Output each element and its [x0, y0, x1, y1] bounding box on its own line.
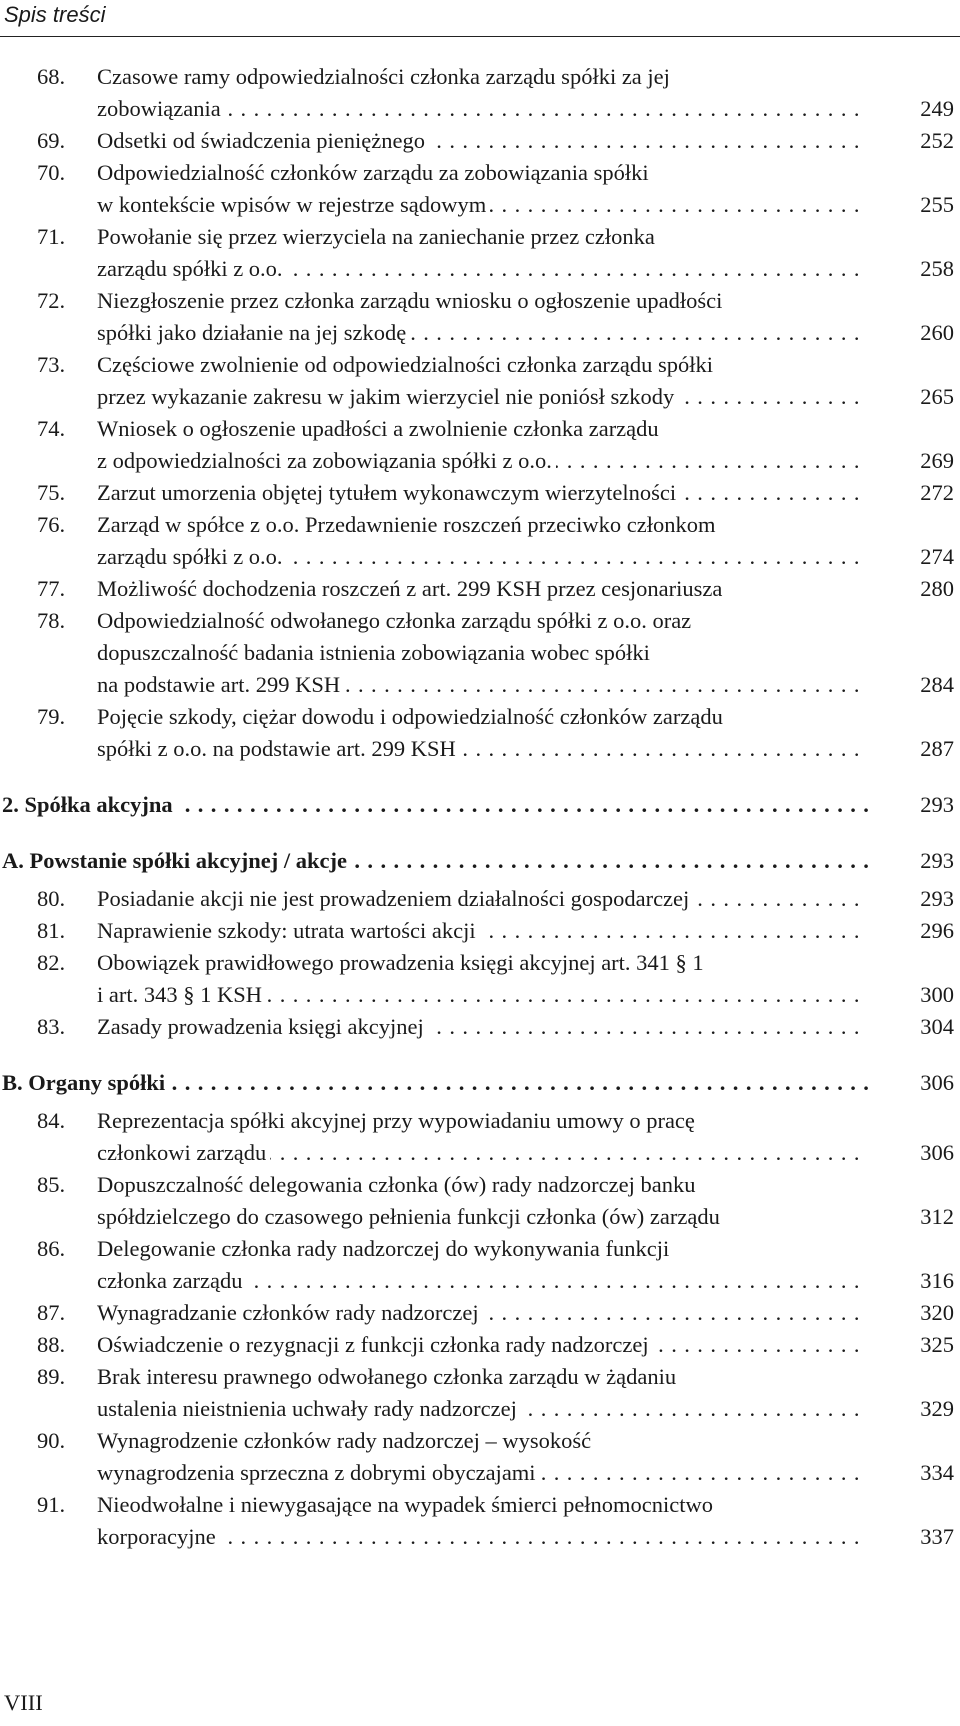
toc-page-number: 293: [920, 848, 954, 873]
toc-entry-number: 88.: [37, 1332, 66, 1357]
toc-page-number: 306: [920, 1070, 954, 1095]
toc-section-heading[interactable]: [0, 789, 960, 821]
toc-entry[interactable]: [0, 477, 960, 509]
toc-page-number: 280: [920, 576, 954, 601]
toc-entry[interactable]: [0, 1489, 960, 1553]
toc-entry[interactable]: [0, 349, 960, 413]
toc-page-number: 258: [920, 256, 954, 281]
toc-entry-title: 2. Spółka akcyjna . . .: [2, 789, 868, 821]
toc-entry[interactable]: [0, 1425, 960, 1489]
toc-entry-number: 69.: [37, 128, 66, 153]
toc-entry[interactable]: [0, 1329, 960, 1361]
toc-entry-number: 68.: [37, 64, 66, 89]
toc-page-number: 296: [920, 918, 954, 943]
toc-entry[interactable]: [0, 883, 960, 915]
toc-page-number: 269: [920, 448, 954, 473]
toc-entry[interactable]: [0, 157, 960, 221]
toc-entry-title: A. Powstanie spółki akcyjnej / akcje . . .: [2, 845, 868, 877]
toc-section-heading[interactable]: [0, 1067, 960, 1099]
toc-entry-number: 89.: [37, 1364, 66, 1389]
toc-entry-title: Brak interesu prawnego odwołanego członka zarządu w żądaniu ustalenia nieistnienia uchwały rady nadzorczej . . .: [97, 1361, 868, 1425]
toc-entry-title: Naprawienie szkody: utrata wartości akcji . . .: [97, 915, 868, 947]
toc-entry-number: 72.: [37, 288, 66, 313]
toc-entry-title: Wynagradzanie członków rady nadzorczej . . .: [97, 1297, 868, 1329]
toc-entry-title: Zarzut umorzenia objętej tytułem wykonawczym wierzytelności . . .: [97, 477, 868, 509]
toc-entry-title: Zasady prowadzenia księgi akcyjnej . . .: [97, 1011, 868, 1043]
toc-page-number: 325: [920, 1332, 954, 1357]
toc-entry-number: 71.: [37, 224, 66, 249]
toc-entry-title: Powołanie się przez wierzyciela na zaniechanie przez członka zarządu spółki z o.o. . . .: [97, 221, 868, 285]
toc-entry-number: 91.: [37, 1492, 66, 1517]
toc-page-number: 306: [920, 1140, 954, 1165]
toc-entry[interactable]: [0, 701, 960, 765]
toc-page-number: 293: [920, 792, 954, 817]
toc-page-number: 329: [920, 1396, 954, 1421]
toc-entry-title: Wniosek o ogłoszenie upadłości a zwolnienie członka zarządu z odpowiedzialności za zobowiązania spółki z o.o. . . .: [97, 413, 868, 477]
toc-entry-title: Posiadanie akcji nie jest prowadzeniem działalności gospodarczej . . .: [97, 883, 868, 915]
toc-entry-title: Odpowiedzialność członków zarządu za zobowiązania spółki w kontekście wpisów w rejestrze sądowym . . .: [97, 157, 868, 221]
header-title: Spis treści: [4, 2, 106, 27]
running-header: [0, 0, 960, 37]
toc-page-number: 274: [920, 544, 954, 569]
table-of-contents: [0, 61, 960, 1553]
toc-entry-number: 76.: [37, 512, 66, 537]
toc-entry-number: 75.: [37, 480, 66, 505]
toc-entry-title: Czasowe ramy odpowiedzialności członka zarządu spółki za jej zobowiązania . . .: [97, 61, 868, 125]
toc-page-number: 284: [920, 672, 954, 697]
toc-page-number: 304: [920, 1014, 954, 1039]
toc-entry-title: Odsetki od świadczenia pieniężnego . . .: [97, 125, 868, 157]
toc-entry[interactable]: [0, 1169, 960, 1233]
toc-page-number: 255: [920, 192, 954, 217]
toc-page-number: 320: [920, 1300, 954, 1325]
toc-entry-title: Oświadczenie o rezygnacji z funkcji członka rady nadzorczej . . .: [97, 1329, 868, 1361]
toc-entry[interactable]: [0, 573, 960, 605]
toc-entry-number: 80.: [37, 886, 66, 911]
toc-entry-title: Zarząd w spółce z o.o. Przedawnienie roszczeń przeciwko członkom zarządu spółki z o.o. . . .: [97, 509, 868, 573]
toc-entry[interactable]: [0, 1105, 960, 1169]
toc-entry-number: 82.: [37, 950, 66, 975]
toc-entry-title: Częściowe zwolnienie od odpowiedzialności członka zarządu spółki przez wykazanie zakresu w jakim wierzyciel nie poniósł szkody . . .: [97, 349, 868, 413]
toc-entry-number: 70.: [37, 160, 66, 185]
toc-entry-title: Odpowiedzialność odwołanego członka zarządu spółki z o.o. oraz dopuszczalność badania istnienia zobowiązania wobec spółki na podstawie art. 299 KSH . . .: [97, 605, 868, 701]
toc-page-number: 334: [920, 1460, 954, 1485]
toc-entry[interactable]: [0, 1361, 960, 1425]
toc-page-number: 252: [920, 128, 954, 153]
toc-entry[interactable]: [0, 221, 960, 285]
toc-entry-title: Dopuszczalność delegowania członka (ów) rady nadzorczej banku spółdzielczego do czasowego pełnienia funkcji członka (ów) zarządu: [97, 1169, 868, 1233]
toc-entry-title: Obowiązek prawidłowego prowadzenia księgi akcyjnej art. 341 § 1 i art. 343 § 1 KSH . . .: [97, 947, 868, 1011]
toc-entry[interactable]: [0, 61, 960, 125]
toc-entry-number: 81.: [37, 918, 66, 943]
toc-page-number: 260: [920, 320, 954, 345]
toc-entry-title: Reprezentacja spółki akcyjnej przy wypowiadaniu umowy o pracę członkowi zarządu . . .: [97, 1105, 868, 1169]
toc-page-number: 293: [920, 886, 954, 911]
toc-entry-number: 85.: [37, 1172, 66, 1197]
toc-entry-number: 73.: [37, 352, 66, 377]
toc-entry[interactable]: [0, 1297, 960, 1329]
toc-entry-number: 87.: [37, 1300, 66, 1325]
toc-entry-number: 90.: [37, 1428, 66, 1453]
toc-entry-title: Możliwość dochodzenia roszczeń z art. 299 KSH przez cesjonariusza: [97, 573, 868, 605]
toc-entry[interactable]: [0, 915, 960, 947]
toc-entry[interactable]: [0, 947, 960, 1011]
toc-entry-title: Pojęcie szkody, ciężar dowodu i odpowiedzialność członków zarządu spółki z o.o. na podstawie art. 299 KSH . . .: [97, 701, 868, 765]
toc-page-number: 312: [920, 1204, 954, 1229]
toc-entry-number: 77.: [37, 576, 66, 601]
toc-entry-number: 83.: [37, 1014, 66, 1039]
toc-entry[interactable]: [0, 413, 960, 477]
toc-entry-number: 79.: [37, 704, 66, 729]
toc-page-number: 265: [920, 384, 954, 409]
toc-entry-number: 86.: [37, 1236, 66, 1261]
toc-entry[interactable]: [0, 1011, 960, 1043]
toc-page-number: 249: [920, 96, 954, 121]
toc-entry[interactable]: [0, 125, 960, 157]
page-number: VIII: [4, 1690, 43, 1715]
toc-entry-number: 78.: [37, 608, 66, 633]
toc-entry[interactable]: [0, 285, 960, 349]
toc-entry[interactable]: [0, 509, 960, 573]
toc-entry-title: Nieodwołalne i niewygasające na wypadek śmierci pełnomocnictwo korporacyjne . . .: [97, 1489, 868, 1553]
toc-section-heading[interactable]: [0, 845, 960, 877]
toc-page-number: 337: [920, 1524, 954, 1549]
toc-entry-title: Wynagrodzenie członków rady nadzorczej – wysokość wynagrodzenia sprzeczna z dobrymi obyczajami . . .: [97, 1425, 868, 1489]
toc-entry-number: 74.: [37, 416, 66, 441]
toc-page-number: 272: [920, 480, 954, 505]
toc-entry-title: Niezgłoszenie przez członka zarządu wniosku o ogłoszenie upadłości spółki jako działanie na jej szkodę . . .: [97, 285, 868, 349]
toc-page-number: 287: [920, 736, 954, 761]
toc-entry-title: Delegowanie członka rady nadzorczej do wykonywania funkcji członka zarządu . . .: [97, 1233, 868, 1297]
toc-page-number: 316: [920, 1268, 954, 1293]
toc-entry-number: 84.: [37, 1108, 66, 1133]
toc-entry[interactable]: [0, 605, 960, 701]
toc-page-number: 300: [920, 982, 954, 1007]
toc-entry-title: B. Organy spółki . . .: [2, 1067, 868, 1099]
toc-entry[interactable]: [0, 1233, 960, 1297]
